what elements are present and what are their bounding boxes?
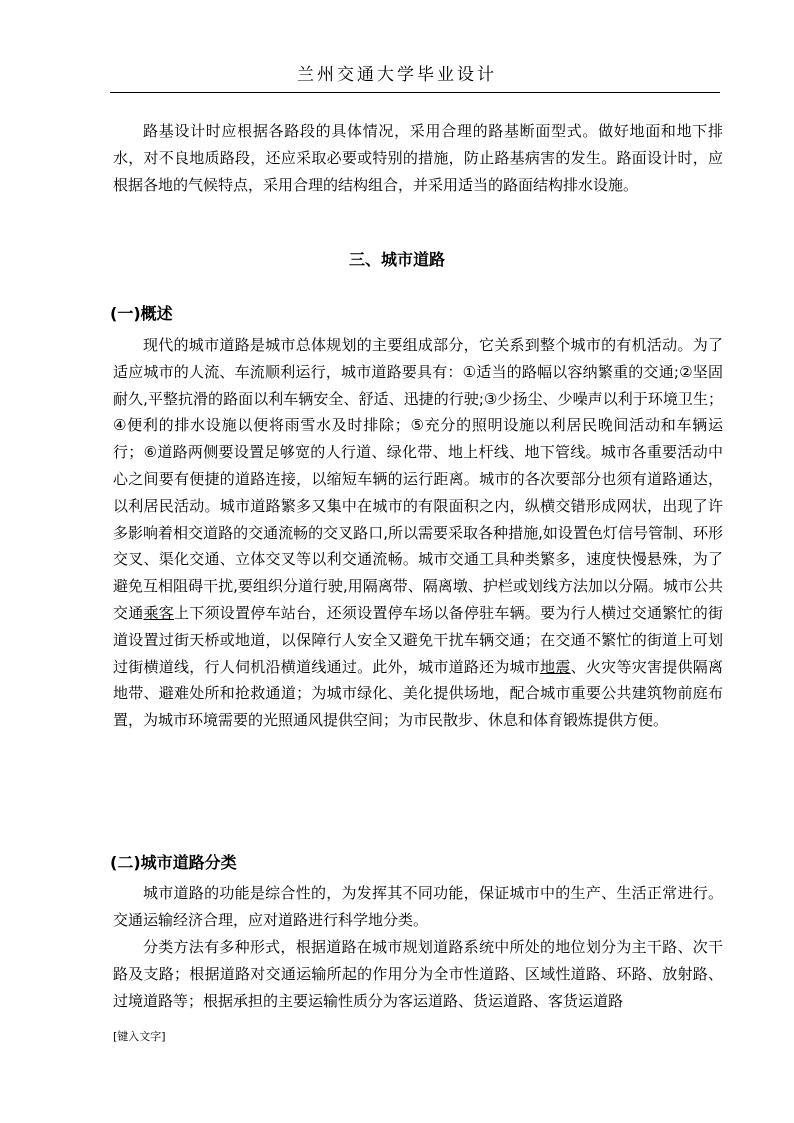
passenger-link[interactable]: 乘客 — [143, 603, 175, 622]
overview-text-part3: 、火灾等灾害提供隔离地带、避难处所和抢救通道；为城市绿化、美化提供场地，配合城市重要公共建筑物前庭布置，为城市环境需要的光照通风提供空间；为市民散步、休息和体育锻炼提供方便。 — [113, 657, 723, 730]
classification-paragraph-1: 城市道路的功能是综合性的，为发挥其不同功能，保证城市中的生产、生活正常进行。交通运输经济合理，应对道路进行科学地分类。 — [113, 884, 723, 929]
classification-heading: (二)城市道路分类 — [110, 853, 237, 872]
overview-paragraph — [113, 332, 723, 734]
overview-text-part1: 现代的城市道路是城市总体规划的主要组成部分，它关系到整个城市的有机活动。为了适应城市的人流、车流顺利运行，城市道路要具有：①适当的路幅以容纳繁重的交通;②坚固耐久,平整抗滑的路面以利车辆安全、舒适、迅捷的行驶;③少扬尘、少噪声以利于环境卫生；④便利的排水设施以便将雨雪水及时排除；⑤充分的照明设施以利居民晚间活动和车辆运行；⑥道路两侧要设置足够宽的人行道、绿化带、地上杆线、地下管线。城市各重要活动中心之间要有便捷的道路连接，以缩短车辆的运行距离。城市的各次要部分也须有道路通达，以利居民活动。城市道路繁多又集中在城市的有限面积之内，纵横交错形成网状，出现了许多影响着相交道路的交通流畅的交叉路口,所以需要采取各种措施,如设置色灯信号管制、环形交叉、渠化交通、立体交叉等以利交通流畅。城市交通工具种类繁多，速度快慢悬殊，为了避免互相阻碍干扰,要组织分道行驶,用隔离带、隔离墩、护栏或划线方法加以分隔。城市公共交通 — [113, 336, 723, 622]
footer-placeholder-text: [键入文字] — [113, 1030, 166, 1043]
intro-paragraph: 路基设计时应根据各路段的具体情况，采用合理的路基断面型式。做好地面和地下排水，对不良地质路段，还应采取必要或特别的措施，防止路基病害的发生。路面设计时，应根据各地的气候特点，采用合理的结构组合，并采用适当的路面结构排水设施。 — [113, 122, 723, 194]
overview-text-part2: 上下须设置停车站台，还须设置停车场以备停驻车辆。要为行人横过交通繁忙的街道设置过街天桥或地道，以保障行人安全又避免干扰车辆交通；在交通不繁忙的街道上可划过街横道线，行人伺机沿横道线通过。此外，城市道路还为城市 — [113, 603, 723, 676]
classification-paragraph-2: 分类方法有多种形式，根据道路在城市规划道路系统中所处的地位划分为主干路、次干路及支路；根据道路对交通运输所起的作用分为全市性道路、区域性道路、环路、放射路、过境道路等；根据承担的主要运输性质分为客运道路、货运道路、客货运道路 — [113, 938, 723, 1010]
section-title: 三、城市道路 — [348, 250, 445, 269]
page-header-title: 兰州交通大学毕业设计 — [297, 65, 497, 85]
header-divider — [110, 92, 720, 93]
overview-heading: (一)概述 — [110, 304, 173, 323]
earthquake-link[interactable]: 地震 — [540, 657, 571, 676]
